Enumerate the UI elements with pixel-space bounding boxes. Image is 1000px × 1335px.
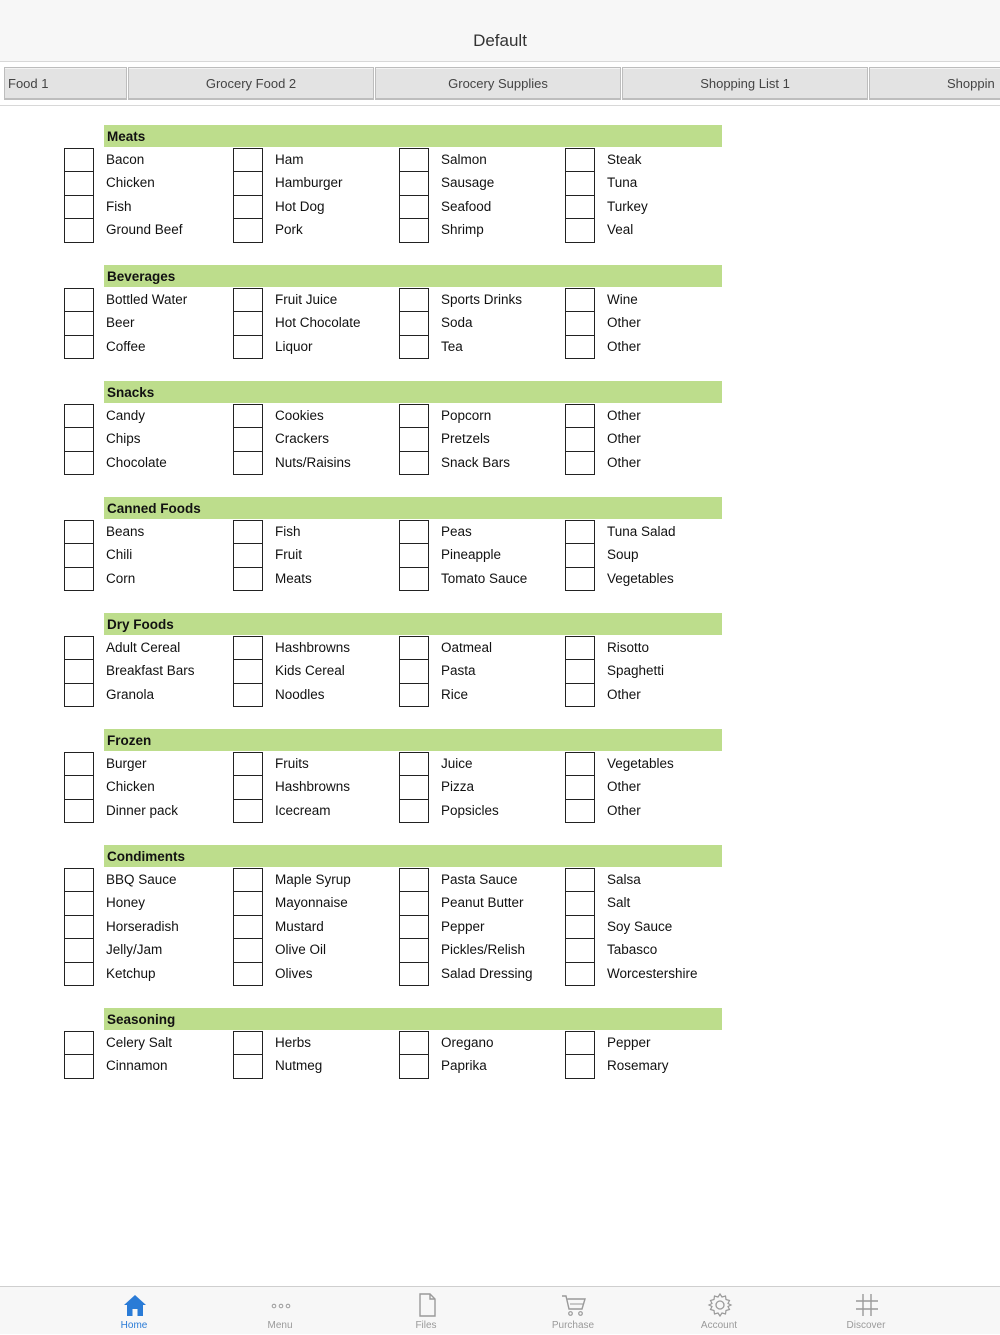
item-label: Other [607, 779, 641, 795]
checkbox[interactable] [565, 311, 595, 335]
item-label: Other [607, 454, 641, 470]
item-label: Pasta Sauce [441, 872, 518, 887]
checkbox[interactable] [233, 775, 263, 799]
item-label: Fruit [275, 547, 302, 563]
checkbox[interactable] [233, 659, 263, 683]
checkbox[interactable] [64, 775, 94, 799]
checklist-row [64, 659, 724, 682]
checkbox[interactable] [399, 683, 429, 707]
item-label: Pineapple [441, 547, 502, 563]
checkbox[interactable] [64, 520, 94, 544]
item-label: Salsa [607, 872, 641, 887]
item-label: Vegetables [607, 570, 674, 586]
checkbox[interactable] [64, 451, 94, 475]
item-label: Pepper [607, 1035, 651, 1050]
checkbox[interactable] [399, 148, 429, 172]
checkbox[interactable] [565, 288, 595, 312]
checkbox[interactable] [233, 195, 263, 219]
item-label: Juice [441, 756, 473, 771]
checkbox[interactable] [399, 868, 429, 892]
checkbox[interactable] [64, 1054, 94, 1078]
checkbox[interactable] [565, 148, 595, 172]
checkbox[interactable] [64, 868, 94, 892]
checklist-row [64, 148, 724, 171]
checkbox[interactable] [233, 1054, 263, 1078]
checkbox[interactable] [233, 520, 263, 544]
checklist-row [64, 891, 724, 914]
checkbox[interactable] [399, 567, 429, 591]
item-label: Chili [106, 547, 133, 563]
item-label: Other [607, 315, 641, 331]
section-header: Meats [104, 125, 722, 147]
item-label: Hot Dog [275, 198, 325, 214]
item-label: Cinnamon [106, 1058, 168, 1074]
checkbox[interactable] [233, 915, 263, 939]
checkbox[interactable] [399, 171, 429, 195]
checkbox[interactable] [64, 636, 94, 660]
item-label: Nutmeg [275, 1058, 323, 1074]
item-label: Turkey [607, 198, 648, 214]
item-label: Rosemary [607, 1058, 669, 1074]
checkbox[interactable] [64, 148, 94, 172]
item-label: Peas [441, 524, 472, 539]
checkbox[interactable] [399, 335, 429, 359]
checkbox[interactable] [64, 171, 94, 195]
item-label: Rice [441, 686, 469, 702]
tab-grocery-supplies[interactable]: Grocery Supplies [375, 67, 621, 100]
checkbox[interactable] [233, 543, 263, 567]
tabbar-menu[interactable] [220, 1287, 340, 1335]
checkbox[interactable] [399, 520, 429, 544]
checklist-row [64, 171, 724, 194]
item-label: Tuna [607, 175, 638, 191]
item-label: Spaghetti [607, 663, 665, 679]
section-header: Snacks [104, 381, 722, 403]
checkbox[interactable] [64, 288, 94, 312]
item-label: Maple Syrup [275, 872, 351, 887]
item-label: Pork [275, 222, 303, 238]
checklist-row [64, 868, 724, 891]
checkbox[interactable] [64, 311, 94, 335]
checkbox[interactable] [565, 1054, 595, 1078]
hash-icon [854, 1292, 880, 1318]
item-label: Icecream [275, 802, 331, 818]
checklist-row [64, 799, 724, 822]
item-label: Wine [607, 292, 638, 307]
item-label: Fish [275, 524, 301, 539]
checklist-row [64, 311, 724, 334]
checkbox[interactable] [233, 404, 263, 428]
item-label: Pretzels [441, 431, 490, 447]
item-label: Seafood [441, 198, 492, 214]
checklist-row [64, 288, 724, 311]
checkbox[interactable] [399, 891, 429, 915]
tabbar-purchase[interactable] [513, 1287, 633, 1335]
checklist-row [64, 451, 724, 474]
tabbar-home[interactable] [74, 1287, 194, 1335]
item-label: Oatmeal [441, 640, 493, 655]
item-label: Corn [106, 570, 136, 586]
item-label: Salmon [441, 152, 487, 167]
checkbox[interactable] [64, 335, 94, 359]
home-icon [122, 1292, 148, 1318]
item-label: Fish [106, 198, 132, 214]
checkbox[interactable] [64, 1031, 94, 1055]
item-label: Chicken [106, 779, 155, 795]
item-label: Salad Dressing [441, 965, 533, 981]
checklist-row [64, 404, 724, 427]
checklist-row [64, 335, 724, 358]
checkbox[interactable] [399, 1031, 429, 1055]
tab-shopping-list-2[interactable]: Shoppin [869, 67, 1000, 100]
checkbox[interactable] [399, 915, 429, 939]
item-label: Hamburger [275, 175, 343, 191]
checkbox[interactable] [233, 311, 263, 335]
gear-icon [707, 1292, 733, 1318]
item-label: Popsicles [441, 802, 499, 818]
tabbar-home-label: Home [120, 1320, 148, 1331]
checkbox[interactable] [565, 195, 595, 219]
checkbox[interactable] [233, 938, 263, 962]
item-label: Pickles/Relish [441, 942, 526, 958]
item-label: Peanut Butter [441, 895, 524, 911]
item-label: Veal [607, 222, 634, 238]
checkbox[interactable] [64, 195, 94, 219]
checkbox[interactable] [565, 938, 595, 962]
checkbox[interactable] [399, 288, 429, 312]
checkbox[interactable] [64, 683, 94, 707]
checklist-row [64, 195, 724, 218]
checkbox[interactable] [233, 636, 263, 660]
checkbox[interactable] [233, 171, 263, 195]
checkbox[interactable] [399, 1054, 429, 1078]
checkbox[interactable] [399, 938, 429, 962]
checkbox[interactable] [399, 218, 429, 242]
checklist-row [64, 567, 724, 590]
checkbox[interactable] [233, 567, 263, 591]
tab-grocery-food-2[interactable]: Grocery Food 2 [128, 67, 374, 100]
checkbox[interactable] [565, 404, 595, 428]
checklist-row [64, 427, 724, 450]
checkbox[interactable] [64, 938, 94, 962]
item-label: Pepper [441, 918, 485, 934]
item-label: Granola [106, 686, 155, 702]
list-tabs [0, 62, 1000, 106]
item-label: Bottled Water [106, 292, 188, 307]
item-label: Hot Chocolate [275, 315, 361, 331]
item-label: Crackers [275, 431, 330, 447]
section-header: Dry Foods [104, 613, 722, 635]
checklist-row [64, 752, 724, 775]
cart-icon [561, 1292, 587, 1318]
item-label: Tabasco [607, 942, 658, 958]
checklist-row [64, 1054, 724, 1077]
checkbox[interactable] [565, 543, 595, 567]
checkbox[interactable] [64, 799, 94, 823]
checklist-row [64, 218, 724, 241]
checkbox[interactable] [399, 451, 429, 475]
checklist-row [64, 543, 724, 566]
checklist-row [64, 520, 724, 543]
checkbox[interactable] [64, 962, 94, 986]
item-label: Mayonnaise [275, 895, 348, 911]
item-label: Other [607, 802, 641, 818]
checklist-row [64, 683, 724, 706]
checkbox[interactable] [233, 335, 263, 359]
tabbar-files-label: Files [415, 1320, 437, 1331]
checkbox[interactable] [399, 659, 429, 683]
item-label: Shrimp [441, 222, 484, 238]
navigation-bar [0, 0, 1000, 62]
checklist-row [64, 938, 724, 961]
item-label: Oregano [441, 1035, 494, 1050]
checkbox[interactable] [565, 218, 595, 242]
checkbox[interactable] [399, 195, 429, 219]
checkbox[interactable] [64, 752, 94, 776]
item-label: Beans [106, 524, 145, 539]
item-label: Beer [106, 315, 135, 331]
checklist-row [64, 962, 724, 985]
item-label: Soda [441, 315, 473, 331]
checkbox[interactable] [565, 752, 595, 776]
item-label: Olives [275, 965, 313, 981]
checkbox[interactable] [233, 218, 263, 242]
item-label: Coffee [106, 338, 146, 354]
item-label: Ham [275, 152, 304, 167]
item-label: Mustard [275, 918, 324, 934]
checklist-row [64, 636, 724, 659]
item-label: Worcestershire [607, 965, 698, 981]
item-label: Adult Cereal [106, 640, 181, 655]
item-label: Chocolate [106, 454, 167, 470]
checkbox[interactable] [565, 683, 595, 707]
checkbox[interactable] [233, 962, 263, 986]
tabbar-files[interactable] [366, 1287, 486, 1335]
checkbox[interactable] [399, 427, 429, 451]
item-label: Honey [106, 895, 146, 911]
file-icon [414, 1292, 440, 1318]
item-label: Vegetables [607, 756, 674, 771]
checkbox[interactable] [233, 868, 263, 892]
checkbox[interactable] [399, 543, 429, 567]
item-label: Other [607, 431, 641, 447]
item-label: Breakfast Bars [106, 663, 195, 679]
item-label: Candy [106, 408, 146, 423]
item-label: Olive Oil [275, 942, 327, 958]
item-label: Tomato Sauce [441, 570, 528, 586]
checkbox[interactable] [233, 288, 263, 312]
item-label: Soup [607, 547, 639, 563]
item-label: Fruit Juice [275, 292, 338, 307]
item-label: Chicken [106, 175, 155, 191]
item-label: Cookies [275, 408, 324, 423]
checkbox[interactable] [64, 218, 94, 242]
checkbox[interactable] [565, 1031, 595, 1055]
checkbox[interactable] [399, 404, 429, 428]
item-label: Fruits [275, 756, 309, 771]
checkbox[interactable] [64, 915, 94, 939]
item-label: BBQ Sauce [106, 872, 177, 887]
checkbox[interactable] [64, 891, 94, 915]
item-label: Soy Sauce [607, 918, 673, 934]
tab-food-1[interactable]: Food 1 [4, 67, 127, 100]
more-dots-icon [268, 1292, 294, 1318]
item-label: Bacon [106, 152, 145, 167]
item-label: Snack Bars [441, 454, 511, 470]
checkbox[interactable] [233, 427, 263, 451]
item-label: Horseradish [106, 918, 179, 934]
item-label: Hashbrowns [275, 640, 351, 655]
tabbar-discover[interactable] [806, 1287, 926, 1335]
checkbox[interactable] [565, 520, 595, 544]
checklist-row [64, 915, 724, 938]
tabbar-purchase-label: Purchase [551, 1320, 595, 1331]
checkbox[interactable] [565, 915, 595, 939]
checkbox[interactable] [565, 427, 595, 451]
page-title: Default [473, 31, 527, 50]
checkbox[interactable] [233, 451, 263, 475]
checkbox[interactable] [64, 404, 94, 428]
item-label: Ketchup [106, 965, 156, 981]
checkbox[interactable] [399, 752, 429, 776]
tabbar-account[interactable] [659, 1287, 779, 1335]
checkbox[interactable] [565, 636, 595, 660]
section-header: Condiments [104, 845, 722, 867]
checkbox[interactable] [64, 543, 94, 567]
checkbox[interactable] [64, 427, 94, 451]
item-label: Jelly/Jam [106, 942, 163, 958]
checkbox[interactable] [64, 567, 94, 591]
tabbar-menu-label: Menu [267, 1320, 293, 1331]
item-label: Burger [106, 756, 147, 771]
checkbox[interactable] [399, 775, 429, 799]
checkbox[interactable] [565, 335, 595, 359]
checkbox[interactable] [565, 891, 595, 915]
checkbox[interactable] [565, 451, 595, 475]
checkbox[interactable] [233, 891, 263, 915]
item-label: Kids Cereal [275, 663, 345, 679]
item-label: Steak [607, 152, 642, 167]
checkbox[interactable] [565, 567, 595, 591]
item-label: Paprika [441, 1058, 487, 1074]
checkbox[interactable] [565, 962, 595, 986]
checkbox[interactable] [565, 171, 595, 195]
item-label: Tuna Salad [607, 524, 676, 539]
item-label: Other [607, 686, 641, 702]
tabbar-discover-label: Discover [846, 1320, 886, 1331]
item-label: Popcorn [441, 408, 492, 423]
item-label: Pizza [441, 779, 475, 795]
checkbox[interactable] [565, 659, 595, 683]
item-label: Ground Beef [106, 222, 183, 238]
checkbox[interactable] [233, 683, 263, 707]
checkbox[interactable] [399, 799, 429, 823]
item-label: Liquor [275, 338, 313, 354]
checkbox[interactable] [399, 636, 429, 660]
checkbox[interactable] [64, 659, 94, 683]
item-label: Other [607, 408, 641, 423]
tab-shopping-list-1[interactable]: Shopping List 1 [622, 67, 868, 100]
checkbox[interactable] [399, 311, 429, 335]
item-label: Hashbrowns [275, 779, 351, 795]
section-header: Frozen [104, 729, 722, 751]
item-label: Herbs [275, 1035, 312, 1050]
item-label: Sausage [441, 175, 495, 191]
section-header: Beverages [104, 265, 722, 287]
checkbox[interactable] [233, 1031, 263, 1055]
item-label: Dinner pack [106, 802, 179, 818]
item-label: Nuts/Raisins [275, 454, 351, 470]
checkbox[interactable] [233, 148, 263, 172]
section-header: Canned Foods [104, 497, 722, 519]
checkbox[interactable] [233, 752, 263, 776]
checkbox[interactable] [565, 799, 595, 823]
item-label: Tea [441, 338, 463, 354]
checklist-row [64, 1031, 724, 1054]
item-label: Celery Salt [106, 1035, 173, 1050]
tabbar-account-label: Account [700, 1320, 738, 1331]
checklist-row [64, 775, 724, 798]
item-label: Noodles [275, 686, 325, 702]
section-header: Seasoning [104, 1008, 722, 1030]
item-label: Chips [106, 431, 141, 447]
item-label: Salt [607, 895, 631, 911]
checkbox[interactable] [399, 962, 429, 986]
checkbox[interactable] [565, 868, 595, 892]
item-label: Sports Drinks [441, 292, 523, 307]
checkbox[interactable] [233, 799, 263, 823]
item-label: Meats [275, 570, 312, 586]
checkbox[interactable] [565, 775, 595, 799]
item-label: Risotto [607, 640, 650, 655]
bottom-tab-bar [0, 1286, 1000, 1334]
item-label: Other [607, 338, 641, 354]
item-label: Pasta [441, 663, 476, 679]
